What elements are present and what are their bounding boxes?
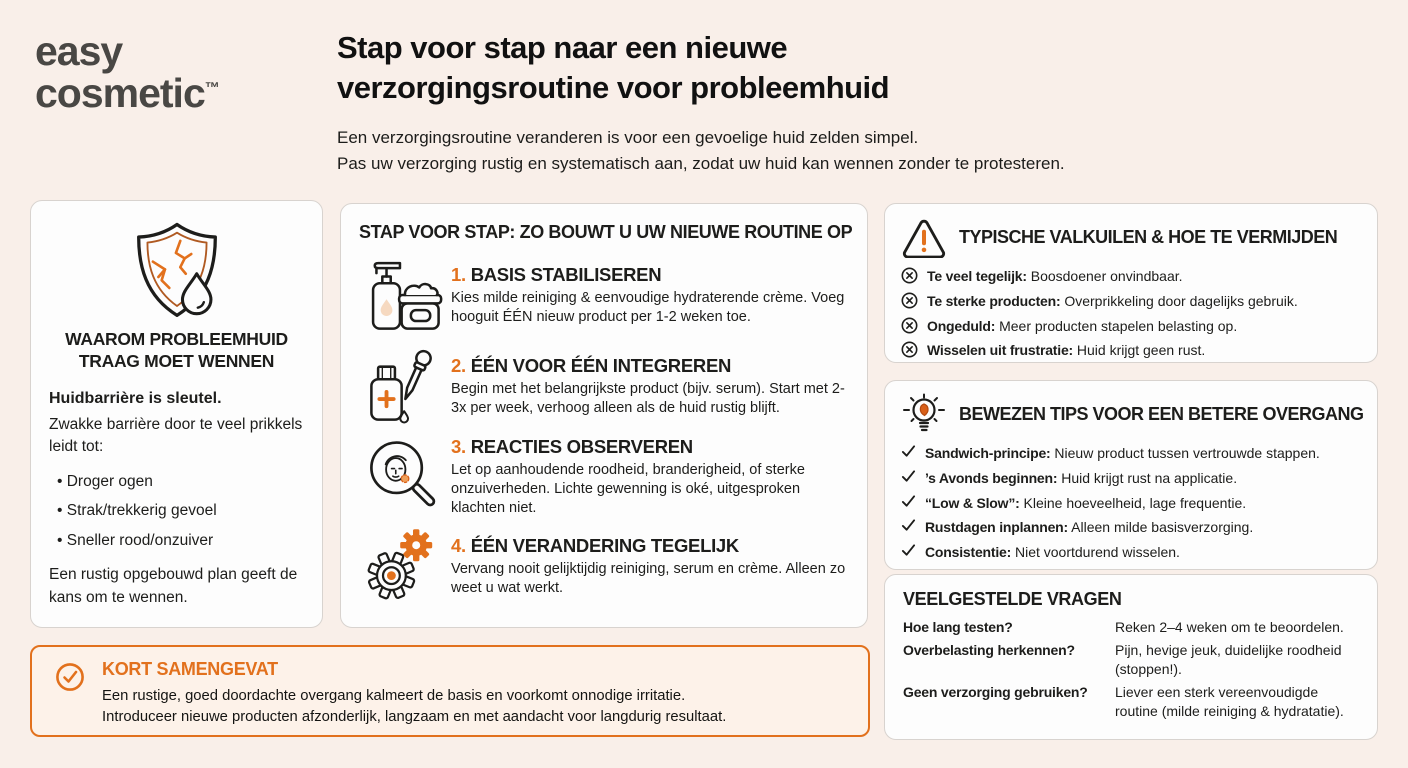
why-card-title: WAAROM PROBLEEMHUID TRAAG MOET WENNEN	[65, 329, 288, 371]
faq-item	[903, 618, 1359, 637]
pitfall-item: Te veel tegelijk: Boosdoener onvindbaar.	[901, 266, 1361, 286]
list-item: • Strak/trekkerig gevoel	[57, 500, 304, 522]
tips-card	[884, 380, 1378, 570]
checkmark-icon	[901, 494, 916, 508]
warning-triangle-icon	[901, 216, 947, 258]
summary-card	[30, 645, 870, 737]
pitfalls-card-title: TYPISCHE VALKUILEN & HOE TE VERMIJDEN	[959, 226, 1338, 247]
why-card	[30, 200, 323, 628]
circled-x-icon	[901, 317, 918, 334]
summary-line: Introduceer nieuwe producten afzonderlijk, langzaam en met aandacht voor langdurig resultaat.	[102, 708, 727, 725]
step-title: 1. BASIS STABILISEREN	[451, 263, 662, 285]
why-card-outro: Een rustig opgebouwd plan geeft de kans om te wennen.	[49, 566, 298, 606]
serum-bottle-and-dropper-icon	[359, 344, 451, 428]
pitfalls-card	[884, 203, 1378, 363]
tip-item: Sandwich-principe: Nieuw product tussen vertrouwde stappen.	[901, 443, 1361, 463]
steps-card	[340, 203, 868, 628]
page-header	[337, 28, 1377, 177]
circled-checkmark-icon	[54, 661, 86, 693]
faq-answer: Pijn, hevige jeuk, duidelijke roodheid (stoppen!).	[1115, 641, 1342, 677]
trademark-symbol: ™	[204, 79, 220, 97]
brand-logo	[35, 28, 220, 117]
tip-item: “Low & Slow”: Kleine hoeveelheid, lage frequentie.	[901, 493, 1361, 513]
faq-item	[903, 641, 1359, 679]
step-title: 4. ÉÉN VERANDERING TEGELIJK	[451, 534, 739, 556]
list-item: • Droger ogen	[57, 471, 304, 493]
step-title: 2. ÉÉN VOOR ÉÉN INTEGREREN	[451, 354, 732, 376]
tip-item: Rustdagen inplannen: Alleen milde basisverzorging.	[901, 517, 1361, 537]
pitfall-item: Ongeduld: Meer producten stapelen belasting op.	[901, 316, 1361, 336]
step-4	[359, 526, 849, 606]
faq-answer: Reken 2–4 weken om te beoordelen.	[1115, 619, 1344, 635]
step-2	[359, 344, 849, 428]
why-card-lead: Huidbarrière is sleutel.	[49, 389, 222, 407]
faq-question: Geen verzorging gebruiken?	[903, 683, 1088, 700]
gears-icon	[359, 526, 451, 606]
faq-card-title: VEELGESTELDE VRAGEN	[903, 589, 1122, 609]
step-body: Kies milde reiniging & eenvoudige hydraterende crème. Voeg hooguit ÉÉN nieuw product per 1-2 weken toe.	[451, 289, 845, 325]
summary-card-title: KORT SAMENGEVAT	[102, 659, 278, 679]
page-subtitle: Een verzorgingsroutine veranderen is voor een gevoelige huid zelden simpel. Pas uw verzorging rustig en systematisch aan, zodat uw huid kan wennen zonder te protesteren.	[337, 127, 1065, 173]
checkmark-icon	[901, 518, 916, 532]
tips-card-title: BEWEZEN TIPS VOOR EEN BETERE OVERGANG	[959, 403, 1364, 424]
faq-question: Overbelasting herkennen?	[903, 641, 1075, 658]
faq-question: Hoe lang testen?	[903, 619, 1013, 635]
step-title: 3. REACTIES OBSERVEREN	[451, 436, 693, 458]
lightbulb-leaf-icon	[901, 393, 947, 435]
brand-logo-line1: easy	[35, 28, 123, 74]
faq-card	[884, 574, 1378, 740]
step-3	[359, 435, 849, 519]
page-title: Stap voor stap naar een nieuwe verzorgingsroutine voor probleemhuid	[337, 30, 890, 106]
cracked-shield-droplet-icon	[122, 219, 232, 323]
faq-answer: Liever een sterk vereenvoudigde routine (milde reiniging & hydratatie).	[1115, 683, 1344, 719]
faq-item	[903, 683, 1359, 721]
steps-card-title: STAP VOOR STAP: ZO BOUWT U UW NIEUWE ROUTINE OP	[359, 222, 853, 242]
why-card-intro: Zwakke barrière door te veel prikkels leidt tot:	[49, 415, 303, 456]
brand-logo-line2: cosmetic	[35, 70, 205, 117]
pitfall-item: Te sterke producten: Overprikkeling door dagelijks gebruik.	[901, 291, 1361, 311]
circled-x-icon	[901, 341, 918, 358]
step-body: Vervang nooit gelijktijdig reiniging, serum en crème. Alleen zo weet u wat werkt.	[451, 560, 846, 596]
circled-x-icon	[901, 292, 918, 309]
step-body: Begin met het belangrijkste product (bijv. serum). Start met 2-3x per week, verhoog alleen als de huid rustig blijft.	[451, 380, 845, 416]
circled-x-icon	[901, 267, 918, 284]
why-card-bullet-list	[49, 471, 304, 552]
step-1	[359, 253, 849, 337]
checkmark-icon	[901, 444, 916, 458]
pump-bottle-and-cream-jar-icon	[359, 253, 451, 337]
checkmark-icon	[901, 469, 916, 483]
list-item: • Sneller rood/onzuiver	[57, 530, 304, 552]
tip-item: Consistentie: Niet voortdurend wisselen.	[901, 542, 1361, 562]
magnifier-over-face-icon	[359, 435, 451, 519]
summary-line: Een rustige, goed doordachte overgang kalmeert de basis en voorkomt onnodige irritatie.	[102, 688, 686, 704]
checkmark-icon	[901, 543, 916, 557]
tip-item: ’s Avonds beginnen: Huid krijgt rust na applicatie.	[901, 468, 1361, 488]
step-body: Let op aanhoudende roodheid, branderigheid, of sterke onzuiverheden. Lichte gewenning is oké, uitgesproken klachten niet.	[451, 462, 805, 516]
pitfall-item: Wisselen uit frustratie: Huid krijgt geen rust.	[901, 340, 1361, 360]
